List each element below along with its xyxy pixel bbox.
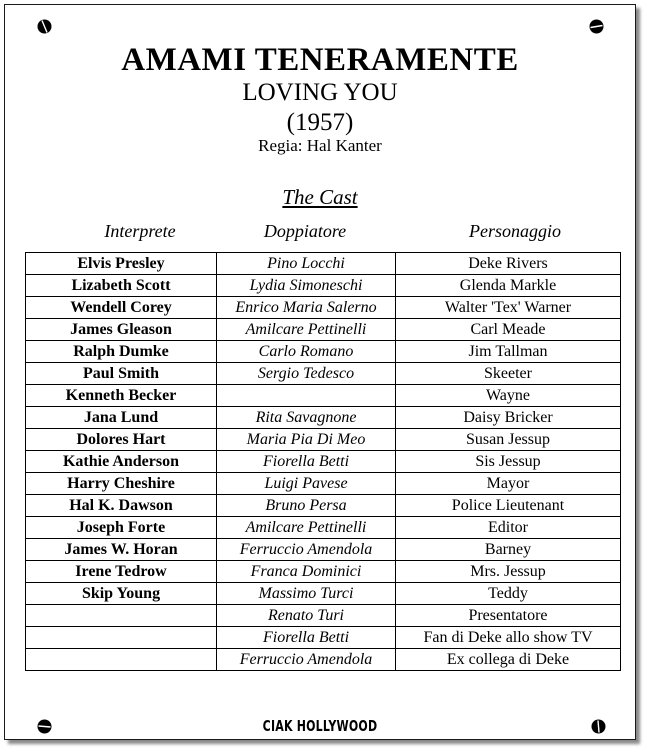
role-cell: Walter 'Tex' Warner (396, 297, 621, 319)
release-year: (1957) (286, 109, 354, 136)
table-row (26, 319, 621, 341)
table-row (26, 583, 621, 605)
actor-cell: Skip Young (26, 583, 217, 605)
dubber-cell: Rita Savagnone (217, 407, 396, 429)
director-label: Regia: (258, 136, 303, 155)
actor-cell: James Gleason (26, 319, 217, 341)
dubber-cell: Amilcare Pettinelli (217, 319, 396, 341)
dubber-cell (217, 385, 396, 407)
dubber-cell: Lydia Simoneschi (217, 275, 396, 297)
dubber-cell: Sergio Tedesco (217, 363, 396, 385)
dubber-cell: Massimo Turci (217, 583, 396, 605)
role-cell: Carl Meade (396, 319, 621, 341)
table-row (26, 539, 621, 561)
dubber-cell: Enrico Maria Salerno (217, 297, 396, 319)
table-row (26, 495, 621, 517)
table-row (26, 627, 621, 649)
ciak-hollywood-logo (5, 717, 635, 735)
actor-cell: Ralph Dumke (26, 341, 217, 363)
actor-cell: Harry Cheshire (26, 473, 217, 495)
table-row (26, 297, 621, 319)
role-cell: Sis Jessup (396, 451, 621, 473)
role-cell: Teddy (396, 583, 621, 605)
table-row (26, 341, 621, 363)
role-cell: Mayor (396, 473, 621, 495)
actor-cell: Irene Tedrow (26, 561, 217, 583)
role-cell: Glenda Markle (396, 275, 621, 297)
table-row (26, 517, 621, 539)
table-row (26, 473, 621, 495)
role-cell: Deke Rivers (396, 253, 621, 275)
cast-table (25, 252, 621, 671)
role-cell: Editor (396, 517, 621, 539)
dubber-cell: Carlo Romano (217, 341, 396, 363)
role-cell: Presentatore (396, 605, 621, 627)
column-header-role: Personaggio (469, 221, 561, 241)
dubber-cell: Franca Dominici (217, 561, 396, 583)
actor-cell: Elvis Presley (26, 253, 217, 275)
table-row (26, 385, 621, 407)
actor-cell: James W. Horan (26, 539, 217, 561)
dubber-cell: Luigi Pavese (217, 473, 396, 495)
actor-cell: Jana Lund (26, 407, 217, 429)
role-cell: Ex collega di Deke (396, 649, 621, 671)
dubber-cell: Pino Locchi (217, 253, 396, 275)
cast-heading: The Cast (282, 185, 358, 209)
role-cell: Mrs. Jessup (396, 561, 621, 583)
dubber-cell: Ferruccio Amendola (217, 539, 396, 561)
table-row (26, 451, 621, 473)
director-line (5, 135, 635, 157)
column-header-dubber: Doppiatore (263, 221, 347, 241)
role-cell: Jim Tallman (396, 341, 621, 363)
cast-card (4, 4, 636, 740)
dubber-cell: Ferruccio Amendola (217, 649, 396, 671)
dubber-cell: Maria Pia Di Meo (217, 429, 396, 451)
actor-cell (26, 627, 217, 649)
table-row (26, 605, 621, 627)
role-cell: Skeeter (396, 363, 621, 385)
actor-cell: Kathie Anderson (26, 451, 217, 473)
dubber-cell: Fiorella Betti (217, 451, 396, 473)
table-row (26, 649, 621, 671)
actor-cell: Hal K. Dawson (26, 495, 217, 517)
film-title: AMAMI TENERAMENTE (121, 42, 519, 78)
original-title: LOVING YOU (242, 79, 398, 106)
director-name: Hal Kanter (306, 136, 382, 155)
actor-cell (26, 605, 217, 627)
table-row (26, 253, 621, 275)
actor-cell (26, 649, 217, 671)
role-cell: Barney (396, 539, 621, 561)
table-row (26, 407, 621, 429)
role-cell: Fan di Deke allo show TV (396, 627, 621, 649)
table-row (26, 429, 621, 451)
actor-cell: Lizabeth Scott (26, 275, 217, 297)
column-header-actor: Interprete (104, 221, 176, 241)
role-cell: Police Lieutenant (396, 495, 621, 517)
table-row (26, 561, 621, 583)
actor-cell: Dolores Hart (26, 429, 217, 451)
table-row (26, 363, 621, 385)
screw-icon (589, 19, 604, 34)
screw-icon (37, 19, 52, 34)
actor-cell: Joseph Forte (26, 517, 217, 539)
dubber-cell: Fiorella Betti (217, 627, 396, 649)
actor-cell: Wendell Corey (26, 297, 217, 319)
actor-cell: Paul Smith (26, 363, 217, 385)
dubber-cell: Amilcare Pettinelli (217, 517, 396, 539)
dubber-cell: Renato Turi (217, 605, 396, 627)
role-cell: Wayne (396, 385, 621, 407)
role-cell: Daisy Bricker (396, 407, 621, 429)
table-row (26, 275, 621, 297)
actor-cell: Kenneth Becker (26, 385, 217, 407)
logo-text: CIAK HOLLYWOOD (262, 717, 378, 736)
dubber-cell: Bruno Persa (217, 495, 396, 517)
role-cell: Susan Jessup (396, 429, 621, 451)
